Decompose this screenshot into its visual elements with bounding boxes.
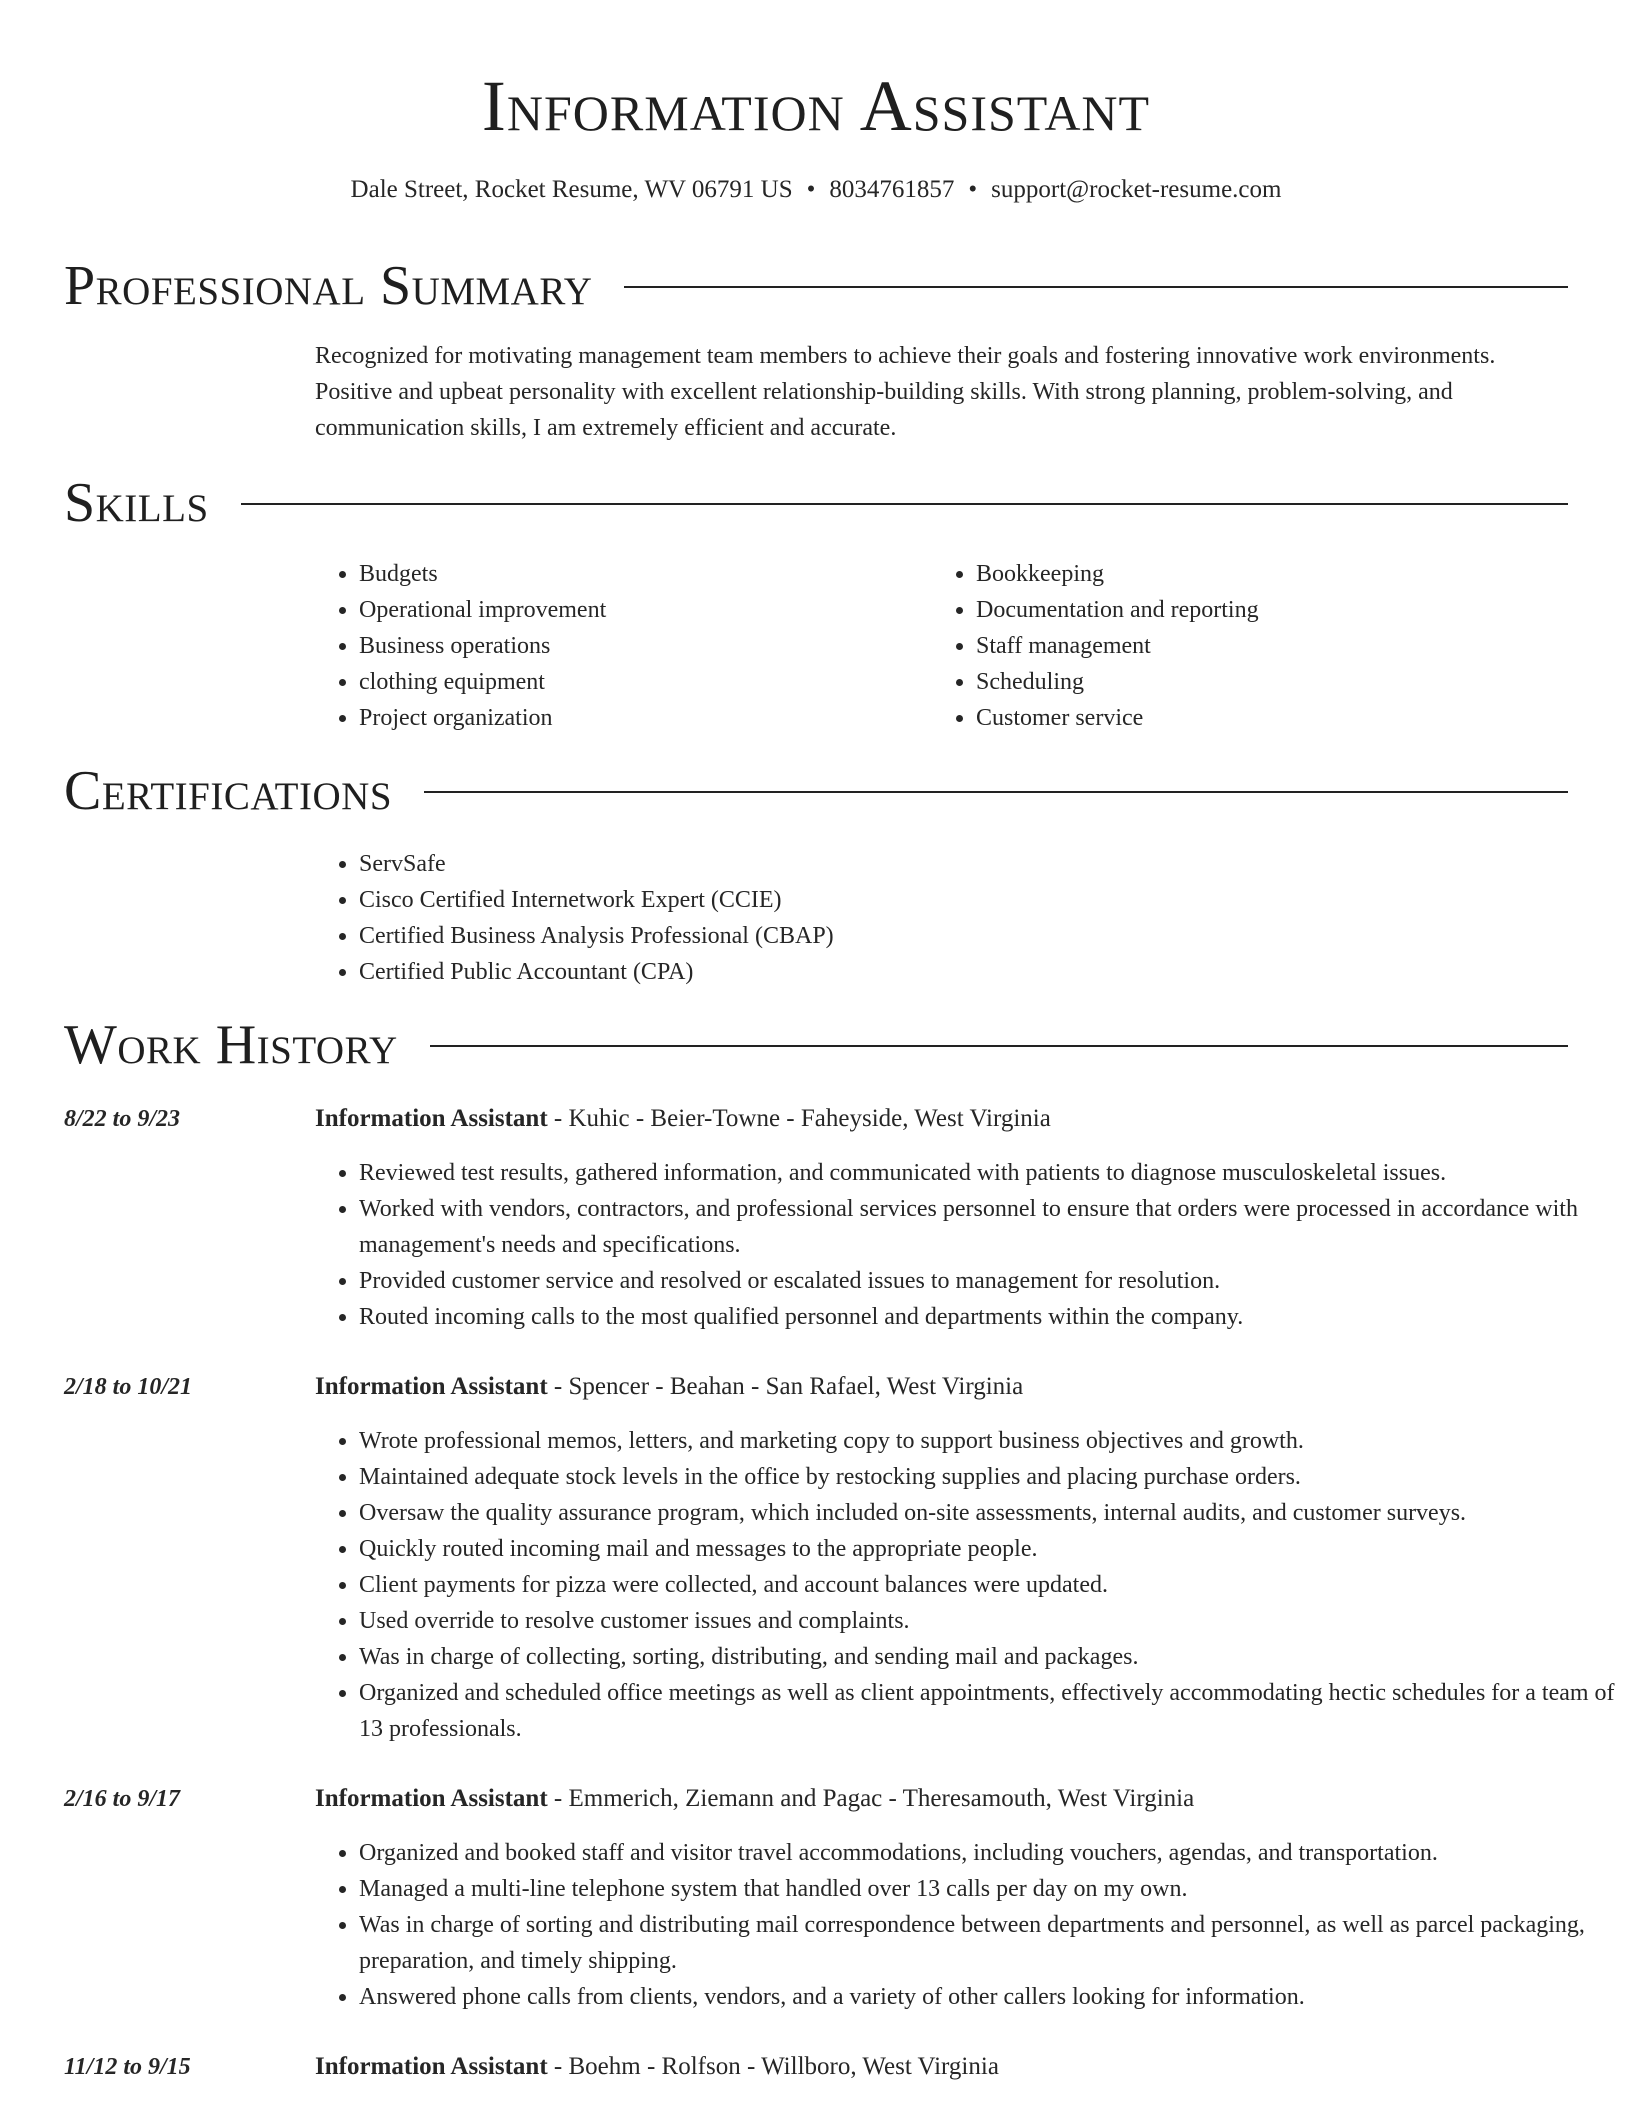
skill-item: • Documentation and reporting: [976, 592, 1616, 628]
contact-separator: •: [806, 176, 816, 203]
job-bullet: • Organized and booked staff and visitor travel accommodations, including vouchers, agendas, and transportation.: [359, 1835, 1619, 1871]
work-history-section-header: [64, 1013, 1568, 1077]
job-role: Information Assistant: [315, 1105, 548, 1132]
contact-address: Dale Street, Rocket Resume, WV 06791 US: [350, 176, 793, 203]
skill-item: • Staff management: [976, 628, 1616, 664]
skill-item: • Project organization: [359, 700, 919, 736]
skills-list-left: [315, 556, 919, 736]
section-divider: [430, 1045, 1568, 1047]
job-bullet: • Routed incoming calls to the most qualified personnel and departments within the company.: [359, 1299, 1619, 1335]
certification-item: • Certified Business Analysis Professional (CBAP): [359, 918, 1359, 954]
job-bullet: • Wrote professional memos, letters, and marketing copy to support business objectives and growth.: [359, 1423, 1619, 1459]
job-dates: 8/22 to 9/23: [64, 1106, 181, 1132]
job-bullet: • Was in charge of sorting and distributing mail correspondence between departments and personnel, as well as parcel packaging, preparation, and timely shipping.: [359, 1907, 1619, 1979]
certifications-list: [315, 846, 1359, 990]
job-role: Information Assistant: [315, 2053, 548, 2080]
certification-item: • Cisco Certified Internetwork Expert (CCIE): [359, 882, 1359, 918]
contact-phone: 8034761857: [829, 176, 955, 203]
skills-section-header: [64, 471, 1568, 535]
certification-item: • Certified Public Accountant (CPA): [359, 954, 1359, 990]
job-title-line: [315, 1101, 1575, 1137]
job-bullet: • Reviewed test results, gathered information, and communicated with patients to diagnose musculoskeletal issues.: [359, 1155, 1619, 1191]
job-role: Information Assistant: [315, 1373, 548, 1400]
summary-text: Recognized for motivating management team members to achieve their goals and fostering innovative work environments. Positive and upbeat personality with excellent relationship-building skills. With strong planning, problem-solving, and communication skills, I am extremely efficient and accurate.: [315, 343, 1496, 441]
skill-item: • Customer service: [976, 700, 1616, 736]
skills-list-right: [932, 556, 1616, 736]
job-bullet: • Organized and scheduled office meetings as well as client appointments, effectively accommodating hectic schedules for a team of 13 professionals.: [359, 1675, 1619, 1747]
skill-item: • Operational improvement: [359, 592, 919, 628]
skill-item: • clothing equipment: [359, 664, 919, 700]
contact-email: support@rocket-resume.com: [991, 176, 1282, 203]
resume-name: Information Assistant: [481, 66, 1151, 146]
section-divider: [424, 791, 1568, 793]
certifications-section-title: Certifications: [64, 760, 393, 822]
job-bullet: • Was in charge of collecting, sorting, distributing, and sending mail and packages.: [359, 1639, 1619, 1675]
job-role: Information Assistant: [315, 1785, 548, 1812]
job-dates: 11/12 to 9/15: [64, 2054, 191, 2080]
job-bullet-list: [315, 1155, 1619, 1335]
skill-item: • Scheduling: [976, 664, 1616, 700]
job-bullet: • Quickly routed incoming mail and messages to the appropriate people.: [359, 1531, 1619, 1567]
job-details: - Emmerich, Ziemann and Pagac - Theresamouth, West Virginia: [547, 1785, 1195, 1812]
job-bullet: • Oversaw the quality assurance program, which included on-site assessments, internal audits, and customer surveys.: [359, 1495, 1619, 1531]
job-bullet: • Client payments for pizza were collected, and account balances were updated.: [359, 1567, 1619, 1603]
skill-item: • Bookkeeping: [976, 556, 1616, 592]
section-divider: [241, 503, 1568, 505]
job-title-line: [315, 1781, 1575, 1817]
skills-section-title: Skills: [64, 472, 209, 534]
skill-item: • Budgets: [359, 556, 919, 592]
job-details: - Spencer - Beahan - San Rafael, West Virginia: [547, 1373, 1024, 1400]
job-bullet-list: [315, 1835, 1619, 2015]
job-bullet-list: [315, 1423, 1619, 1747]
job-details: - Kuhic - Beier-Towne - Faheyside, West Virginia: [547, 1105, 1051, 1132]
job-dates: 2/18 to 10/21: [64, 1374, 193, 1400]
job-title-line: [315, 1369, 1575, 1405]
summary-section-header: [64, 254, 1568, 318]
job-bullet: • Worked with vendors, contractors, and professional services personnel to ensure that orders were processed in accordance with management's needs and specifications.: [359, 1191, 1619, 1263]
job-bullet: • Used override to resolve customer issues and complaints.: [359, 1603, 1619, 1639]
job-title-line: [315, 2049, 1575, 2085]
certifications-section-header: [64, 759, 1568, 823]
work-history-section-title: Work History: [64, 1014, 398, 1076]
job-bullet: • Answered phone calls from clients, vendors, and a variety of other callers looking for information.: [359, 1979, 1619, 2015]
job-bullet: • Maintained adequate stock levels in the office by restocking supplies and placing purchase orders.: [359, 1459, 1619, 1495]
job-details: - Boehm - Rolfson - Willboro, West Virginia: [547, 2053, 999, 2080]
contact-separator: •: [968, 176, 978, 203]
job-bullet: • Managed a multi-line telephone system that handled over 13 calls per day on my own.: [359, 1871, 1619, 1907]
skill-item: • Business operations: [359, 628, 919, 664]
job-dates: 2/16 to 9/17: [64, 1786, 181, 1812]
contact-line: [0, 172, 1632, 208]
summary-section-title: Professional Summary: [64, 255, 593, 317]
job-bullet: • Provided customer service and resolved or escalated issues to management for resolution.: [359, 1263, 1619, 1299]
section-divider: [624, 286, 1568, 288]
certification-item: • ServSafe: [359, 846, 1359, 882]
